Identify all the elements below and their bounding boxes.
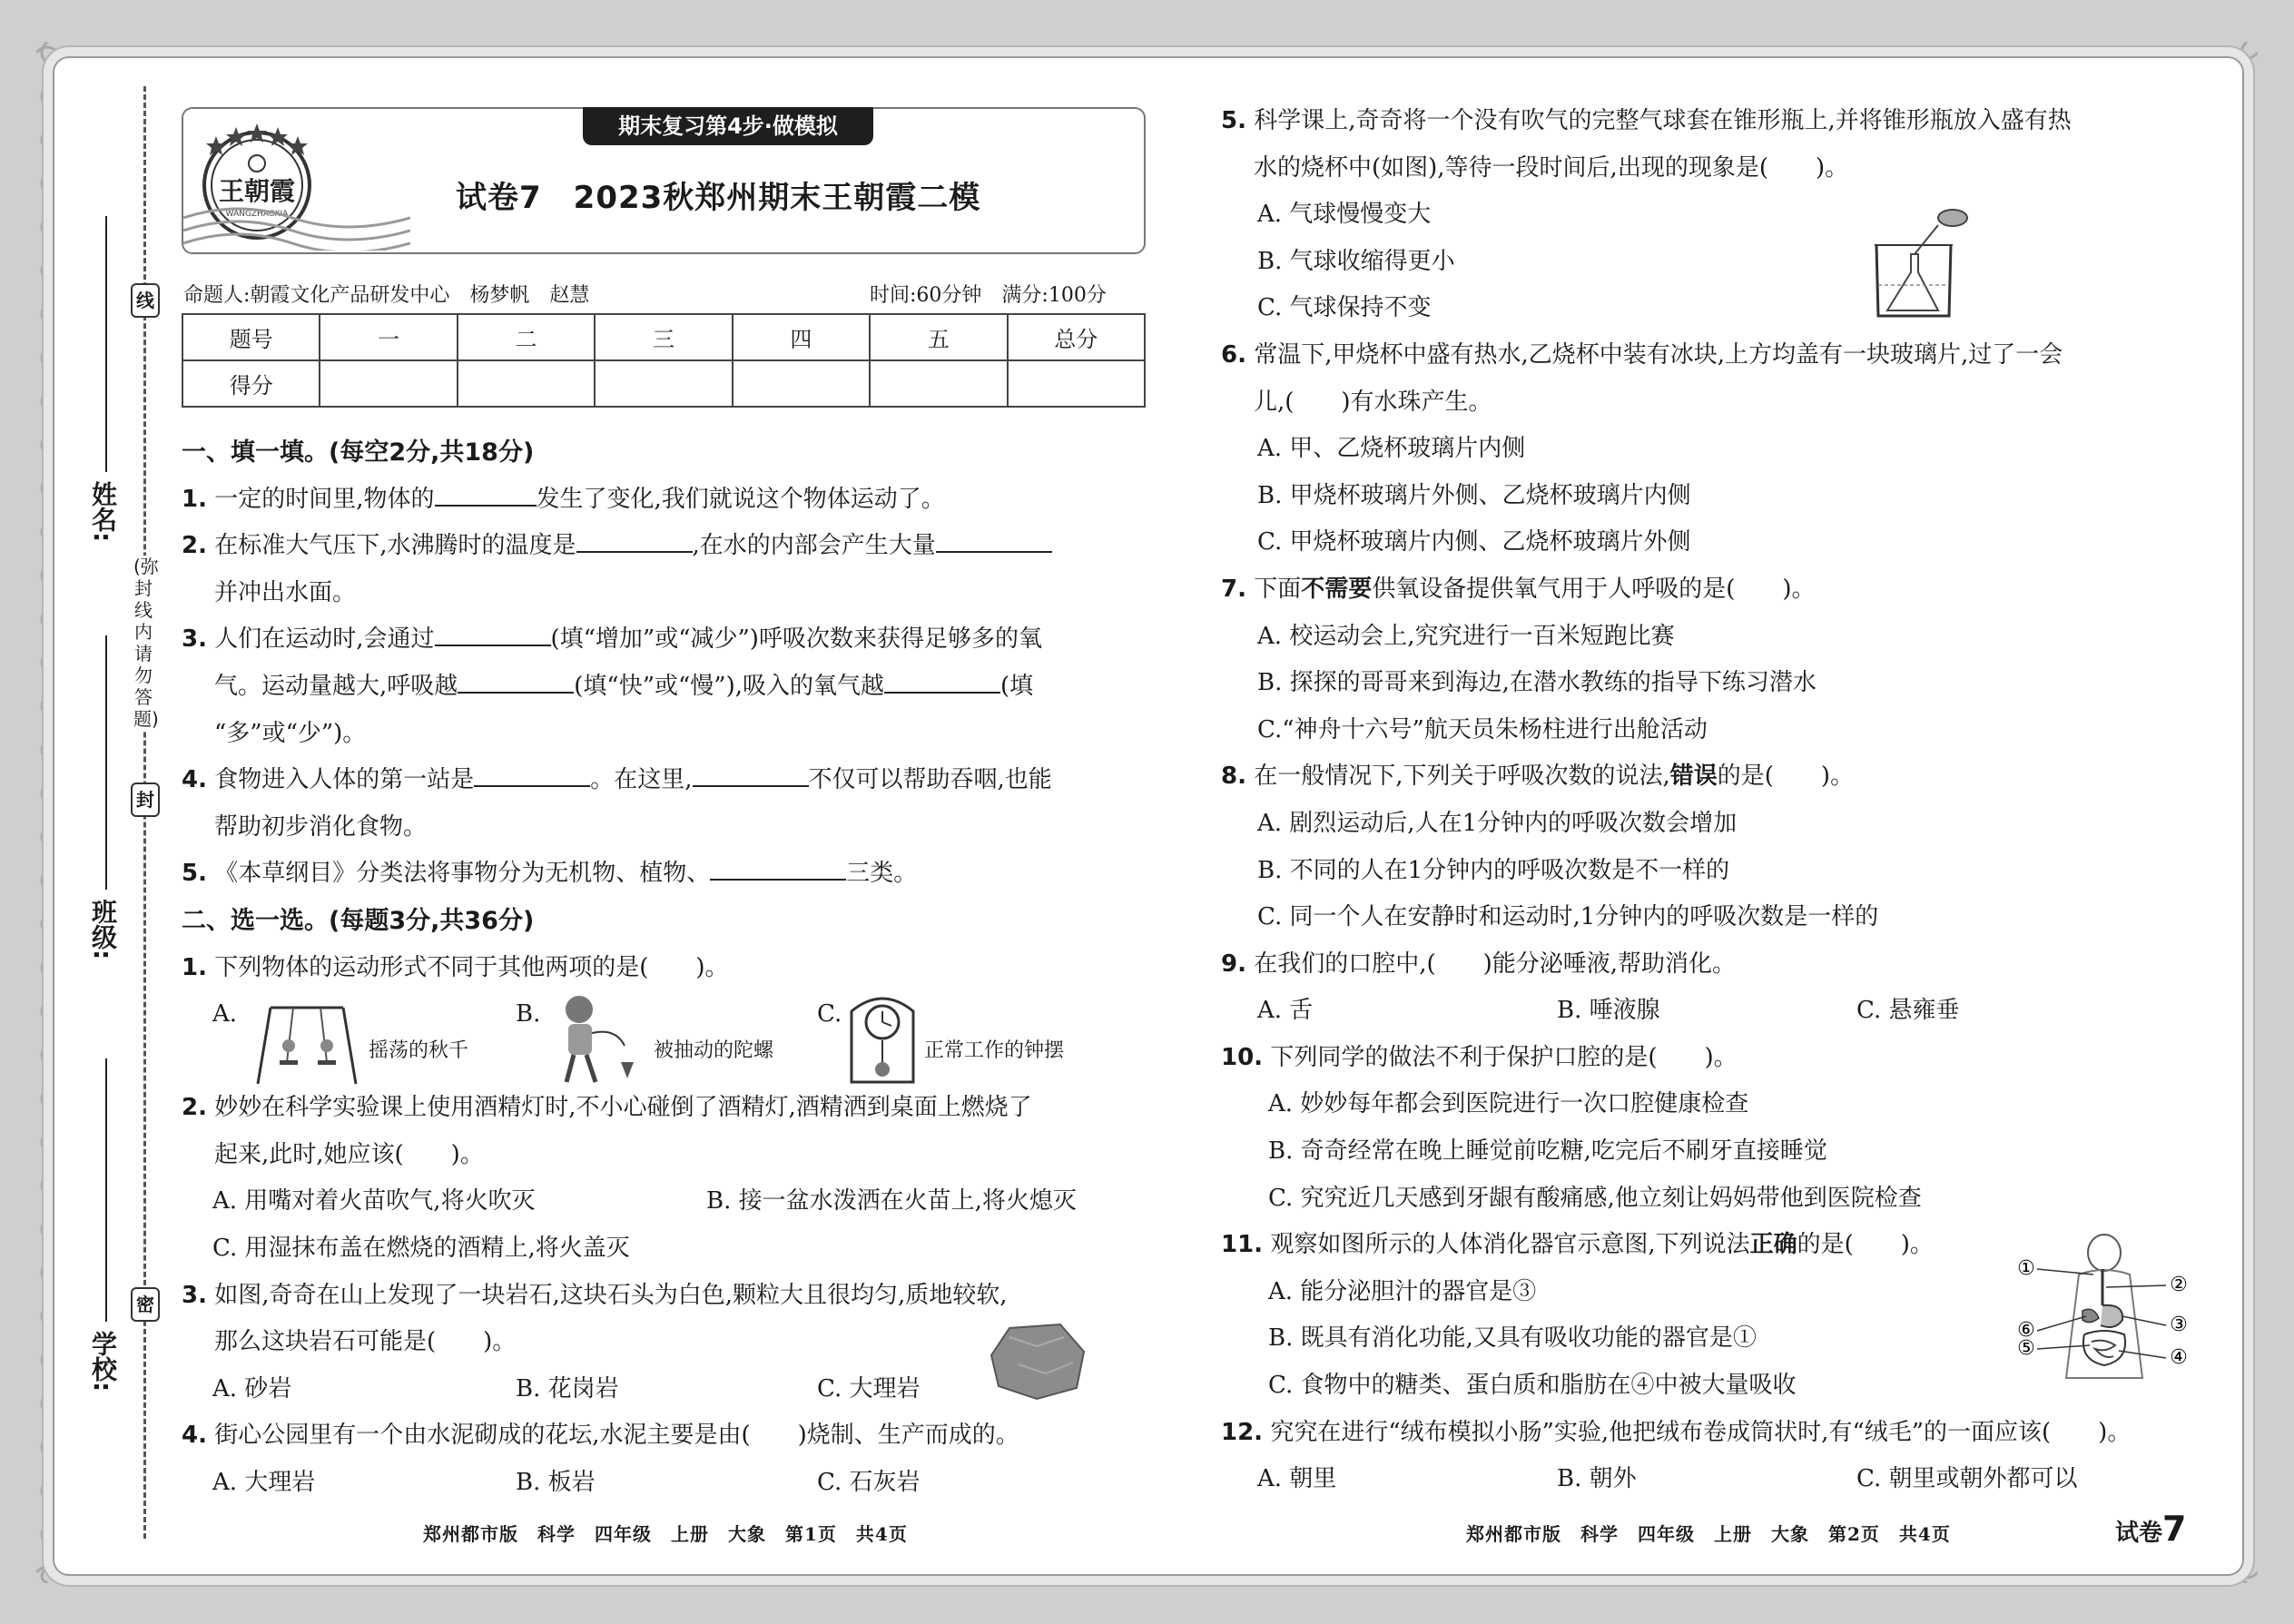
option-a[interactable]: A. 舌 [1257,997,1314,1025]
q-text: 供氧设备提供氧气用于人呼吸的是( )。 [1372,575,1816,603]
q-number: 9. [1221,950,1246,978]
paper-number-value: 7 [2162,1509,2187,1549]
q-text: 的是( )。 [1797,1231,1934,1259]
option-b[interactable]: B. 甲烧杯玻璃片外侧、乙烧杯玻璃片内侧 [1257,481,1691,509]
fill-q1 [182,477,1153,524]
q-number: 11. [1221,1231,1264,1259]
score-table [182,313,1146,408]
q-number: 10. [1221,1043,1264,1071]
answer-blank[interactable] [435,617,551,646]
q-text: (填“增加”或“减少”)呼吸次数来获得足够多的氧 [550,625,1042,654]
score-row-label: 得分 [182,360,320,407]
section-fill-title: 一、填一填。(每空2分,共18分) [182,438,535,467]
option-c[interactable]: C. 甲烧杯玻璃片内侧、乙烧杯玻璃片外侧 [1257,528,1691,556]
pendulum-clock-icon [846,991,919,1086]
q-text: 气。运动量越大,呼吸越 [214,672,458,700]
option-a[interactable]: A. 气球慢慢变大 [1257,201,1432,229]
seal-note-text: (弥封线内请勿答题) [133,556,159,730]
flask-balloon-beaker-icon [1866,205,1974,323]
fill-q5 [182,851,1153,898]
q-text: 三类。 [846,860,918,888]
q-text: 究究在进行“绒布模拟小肠”实验,他把绒布卷成筒状时,有“绒毛”的一面应该( )。 [1270,1418,2132,1446]
left-column [182,429,1153,1506]
option-b[interactable]: B. 气球收缩得更小 [1257,247,1455,275]
q-text: 街心公园里有一个由水泥砌成的花坛,水泥主要是由( )烧制、生产而成的。 [214,1422,1019,1450]
choice-q12-options [1221,1456,2192,1503]
q-number: 8. [1221,763,1246,791]
fill-q3-cont2: “多”或“少”)。 [214,719,367,747]
answer-blank[interactable] [936,524,1052,553]
score-head-cell: 二 [458,314,595,360]
fill-q4-cont: 帮助初步消化食物。 [214,812,428,841]
option-a[interactable]: A. 能分泌胆汁的器官是③ [1268,1277,1537,1305]
choice-q9-options [1221,988,2192,1035]
swing-icon [252,999,361,1086]
score-input-cell[interactable] [595,360,732,407]
school-label: 学校: [88,1331,118,1393]
q-number: 5. [182,860,207,888]
q-number: 2. [182,532,207,560]
q-text: 在我们的口腔中,( )能分泌唾液,帮助消化。 [1254,950,1737,978]
choice-q9 [1221,941,2192,989]
diagram-label-4: ④ [2170,1346,2188,1369]
spinning-top-boy-icon [543,991,643,1086]
answer-blank[interactable] [693,758,809,787]
q-number: 4. [182,766,207,794]
choice-q4 [182,1412,1153,1460]
option-c[interactable]: C. 同一个人在安静时和运动时,1分钟内的呼吸次数是一样的 [1257,903,1879,931]
q-number: 3. [182,625,207,654]
fill-q2 [182,523,1153,570]
option-c[interactable]: C. [817,1000,842,1029]
choice-q3 [182,1273,1153,1320]
score-table-row [182,360,1145,407]
option-b[interactable]: B. 奇奇经常在晚上睡觉前吃糖,吃完后不刷牙直接睡觉 [1268,1137,1827,1166]
q-number: 6. [1221,340,1246,369]
option-c[interactable]: C. 大理岩 [817,1374,921,1403]
answer-blank[interactable] [576,524,693,553]
school-field[interactable] [87,1331,123,1392]
option-b[interactable]: B. 花岗岩 [516,1374,619,1403]
option-b[interactable]: B. 探探的哥哥来到海边,在潜水教练的指导下练习潜水 [1257,669,1816,697]
q-text: (填 [1000,672,1034,700]
option-a[interactable]: A. 大理岩 [212,1468,316,1496]
q-text: 发生了变化,我们就说这个物体运动了。 [536,485,945,513]
digestive-system-diagram-icon [2006,1233,2197,1387]
option-a[interactable]: A. 剧烈运动后,人在1分钟内的呼吸次数会增加 [1257,809,1738,837]
q-number: 4. [182,1422,207,1450]
exam-time: 时间:60分钟 满分:100分 [870,284,1107,307]
school-underline [105,1058,107,1322]
q-emphasis: 不需要 [1301,575,1373,603]
name-label: 姓名: [88,481,118,543]
choice-q5 [1221,98,2192,145]
class-field[interactable] [87,899,123,960]
seal-mi: 密 [131,1287,160,1322]
choice-q7 [1221,566,2192,614]
q-text: 不仅可以帮助吞咽,也能 [808,766,1052,794]
choice-q6-cont: 儿,( )有水珠产生。 [1254,388,1492,416]
choice-q1 [182,945,1153,992]
choice-q12 [1221,1410,2192,1457]
option-a[interactable]: A. 校运动会上,究究进行一百米短跑比赛 [1257,622,1675,650]
q-number: 12. [1221,1418,1264,1446]
q-text: 在一般情况下,下列关于呼吸次数的说法, [1254,763,1670,791]
class-underline [105,635,107,890]
option-a[interactable]: A. [212,1000,238,1029]
option-c[interactable]: C. 食物中的糖类、蛋白质和脂肪在④中被大量吸收 [1268,1372,1797,1400]
class-label: 班级: [88,899,118,960]
q-text: 妙妙在科学实验课上使用酒精灯时,不小心碰倒了酒精灯,酒精洒到桌面上燃烧了 [214,1094,1032,1122]
header-wave-decor-icon [183,200,410,251]
choice-q10 [1221,1035,2192,1082]
q-text: 在标准大气压下,水沸腾时的温度是 [214,532,576,560]
seal-note [127,556,160,730]
q-text: 科学课上,奇奇将一个没有吹气的完整气球套在锥形瓶上,并将锥形瓶放入盛有热 [1254,107,2072,134]
score-input-cell[interactable] [733,360,870,407]
score-head-cell: 题号 [182,314,320,360]
fill-q3-cont [182,664,1153,711]
choice-q2-option-c [182,1225,1153,1273]
q-text: 。在这里, [590,766,693,794]
answer-blank[interactable] [458,664,574,694]
score-head-cell: 总分 [1008,314,1145,360]
option-b[interactable]: B. 接一盆水泼洒在火苗上,将火熄灭 [706,1187,1077,1216]
q-text: 下列物体的运动形式不同于其他两项的是( )。 [214,953,729,981]
option-b[interactable]: B. 唾液腺 [1557,997,1660,1025]
q-text: 食物进入人体的第一站是 [214,766,475,794]
diagram-label-2: ② [2170,1274,2188,1296]
exam-header [182,107,1146,254]
score-input-cell[interactable] [1008,360,1145,407]
option-c[interactable]: C. 朝里或朝外都可以 [1856,1465,2078,1493]
logo-text: 王朝霞 [218,176,296,206]
q-emphasis: 正确 [1749,1231,1797,1259]
q-text: 一定的时间里,物体的 [214,485,435,513]
choice-q6 [1221,332,2192,379]
choice-q2-options-ab [182,1178,1153,1225]
name-field[interactable] [87,481,123,542]
option-a-caption: 摇荡的秋千 [369,1039,469,1063]
diagram-label-1: ① [2017,1257,2035,1280]
header-ribbon: 期末复习第4步·做模拟 [583,107,873,145]
q-text: 下列同学的做法不利于保护口腔的是( )。 [1270,1043,1738,1071]
option-a[interactable]: A. 甲、乙烧杯玻璃片内侧 [1257,435,1526,463]
option-b[interactable]: B. [516,1000,541,1029]
option-c[interactable]: C. 究究近几天感到牙龈有酸痛感,他立刻让妈妈带他到医院检查 [1268,1184,1922,1212]
seal-feng: 封 [131,782,160,817]
diagram-label-6: ⑥ [2017,1319,2035,1342]
option-c[interactable]: C. 悬雍垂 [1856,997,1960,1025]
q-text: (填“快”或“慢”),吸入的氧气越 [574,672,884,700]
score-input-cell[interactable] [458,360,595,407]
option-c[interactable]: C. 石灰岩 [817,1468,921,1496]
option-b[interactable]: B. 板岩 [516,1468,596,1496]
q-number: 7. [1221,575,1246,603]
choice-q8 [1221,753,2192,801]
q-text: 的是( )。 [1717,763,1855,791]
q-number: 1. [182,485,207,513]
q-text: 下面 [1254,575,1302,603]
choice-q5-cont: 水的烧杯中(如图),等待一段时间后,出现的现象是( )。 [1254,153,1849,182]
q-number: 2. [182,1094,207,1122]
q-text: 《本草纲目》分类法将事物分为无机物、植物、 [214,860,711,888]
option-a[interactable]: A. 朝里 [1257,1465,1337,1493]
answer-blank[interactable] [474,758,590,787]
choice-q2-cont: 起来,此时,她应该( )。 [214,1140,484,1168]
q-text: 观察如图所示的人体消化器官示意图,下列说法 [1270,1231,1750,1259]
score-head-cell: 五 [870,314,1007,360]
choice-q4-options [182,1460,1153,1507]
section-choice-title: 二、选一选。(每题3分,共36分) [182,906,535,935]
q-text: 人们在运动时,会通过 [214,625,435,654]
choice-q3-cont: 那么这块岩石可能是( )。 [214,1328,517,1356]
footer-left: 郑州都市版 科学 四年级 上册 大象 第1页 共4页 [423,1523,908,1545]
answer-blank[interactable] [884,664,1000,694]
option-c-caption: 正常工作的钟摆 [924,1039,1065,1063]
fill-q3 [182,616,1153,664]
logo-subtext: WANGZHAOXIA [225,210,289,219]
option-a[interactable]: A. 妙妙每年都会到医院进行一次口腔健康检查 [1268,1090,1749,1118]
option-b[interactable]: B. 朝外 [1557,1465,1637,1493]
exam-authors: 命题人:朝霞文化产品研发中心 杨梦帆 赵慧 [183,284,590,307]
diagram-label-3: ③ [2170,1314,2188,1336]
option-a[interactable]: A. 用嘴对着火苗吹气,将火吹灭 [212,1187,536,1216]
choice-q3-options [182,1366,1153,1413]
score-head-cell: 三 [595,314,732,360]
score-table-head [182,314,1145,360]
right-column [1221,98,2192,1503]
score-head-cell: 四 [733,314,870,360]
footer-right: 郑州都市版 科学 四年级 上册 大象 第2页 共4页 [1466,1523,1951,1545]
fill-q4 [182,757,1153,804]
diagram-label-5: ⑤ [2017,1337,2035,1360]
option-b[interactable]: B. 既具有消化功能,又具有吸收功能的器官是① [1268,1324,1757,1353]
q-number: 1. [182,953,207,981]
option-c[interactable]: C.“神舟十六号”航天员朱杨柱进行出舱活动 [1257,715,1708,743]
option-b[interactable]: B. 不同的人在1分钟内的呼吸次数是不一样的 [1257,856,1730,884]
score-input-cell[interactable] [870,360,1007,407]
score-input-cell[interactable] [320,360,457,407]
answer-blank[interactable] [435,477,537,507]
option-a[interactable]: A. 砂岩 [212,1374,292,1403]
q-text: 常温下,甲烧杯中盛有热水,乙烧杯中装有冰块,上方均盖有一块玻璃片,过了一会 [1254,340,2063,369]
choice-q1-options [182,991,1153,1085]
q-number: 5. [1221,107,1246,134]
q-emphasis: 错误 [1669,763,1718,791]
q-text: ,在水的内部会产生大量 [692,532,936,560]
paper-number-label: 试卷 [2115,1520,2163,1547]
q-text: 如图,奇奇在山上发现了一块岩石,这块石头为白色,颗粒大且很均匀,质地较软, [214,1281,1008,1309]
paper-number [2115,1509,2186,1549]
name-underline [105,216,107,472]
option-c[interactable]: C. 用湿抹布盖在燃烧的酒精上,将火盖灭 [212,1234,630,1262]
answer-blank[interactable] [710,851,846,881]
option-b-caption: 被抽动的陀螺 [654,1039,774,1063]
seal-xian: 线 [131,283,160,318]
score-head-cell: 一 [320,314,457,360]
fill-q2-cont: 并冲出水面。 [214,578,357,606]
choice-q2 [182,1085,1153,1132]
page-title: 试卷7 2023秋郑州期末王朝霞二模 [456,180,981,216]
q-number: 3. [182,1281,207,1309]
option-c[interactable]: C. 气球保持不变 [1257,294,1432,322]
